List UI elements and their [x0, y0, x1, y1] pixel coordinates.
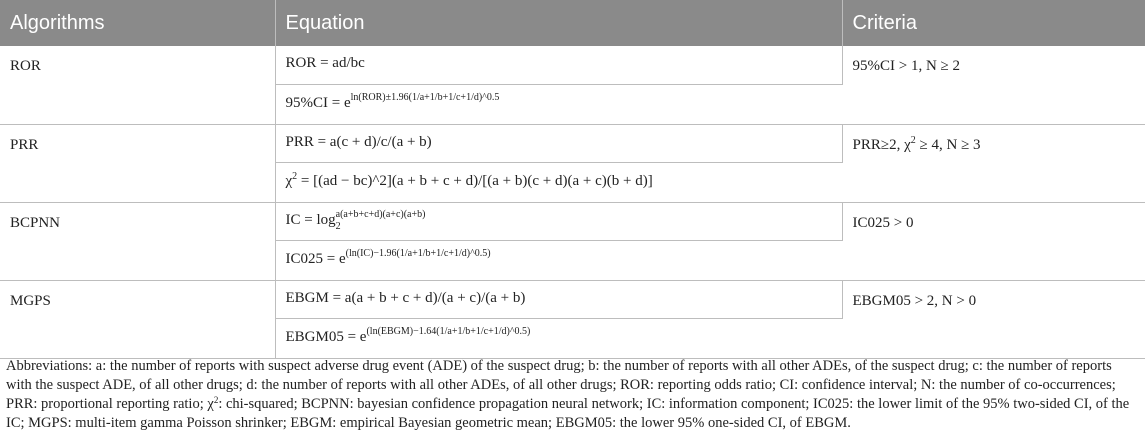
- equation-base: χ: [285, 172, 293, 189]
- equation-cell: [275, 318, 842, 358]
- criteria-pre: PRR≥2, χ: [852, 136, 911, 153]
- header-criteria: Criteria: [842, 0, 1145, 46]
- criteria-post: ≥ 4, N ≥ 3: [915, 136, 981, 153]
- algorithm-cell: PRR: [0, 124, 275, 202]
- algorithm-cell: BCPNN: [0, 202, 275, 280]
- algorithm-cell: ROR: [0, 46, 275, 124]
- header-algorithms: Algorithms: [0, 0, 275, 46]
- criteria-cell: IC025 > 0: [842, 202, 1145, 280]
- footnote-part-1: Abbreviations: a: the number of reports with suspect adverse drug event (ADE) of the suspect drug; b: the number of reports with all other ADEs, of the suspect drug; c: the number of reports with the suspect ADE, of all other drugs; d: the number of reports with all other ADEs, of all other drugs; ROR: reporting odds ratio; CI: confidence interval; N: the number of co-occurrences; PRR: proportional reporting ratio; χ: [6, 358, 1116, 412]
- table-row: [0, 46, 1145, 84]
- log-argument: a(a+b+c+d)(a+c)(a+b): [335, 208, 426, 220]
- equation-cell: EBGM = a(a + b + c + d)/(a + c)/(a + b): [275, 280, 842, 318]
- log-script: [335, 208, 426, 232]
- equation-pre: IC = log: [285, 211, 336, 228]
- table-footnote: [6, 357, 1136, 433]
- criteria-cell: 95%CI > 1, N ≥ 2: [842, 46, 1145, 124]
- equation-base: 95%CI = e: [285, 94, 351, 111]
- table-row: [0, 202, 1145, 240]
- equation-cell: [275, 202, 842, 240]
- equation-exponent: (ln(IC)−1.96(1/a+1/b+1/c+1/d)^0.5): [345, 247, 491, 259]
- equation-rest: = [(ad − bc)^2](a + b + c + d)/[(a + b)(c + d)(a + c)(b + d)]: [297, 172, 653, 189]
- table-header-row: [0, 0, 1145, 46]
- log-base: 2: [335, 220, 341, 232]
- equation-base: IC025 = e: [285, 250, 346, 267]
- header-equation: Equation: [275, 0, 842, 46]
- equation-base: EBGM05 = e: [285, 328, 367, 345]
- footnote-chi-sup: 2: [213, 395, 219, 405]
- equation-cell: PRR = a(c + d)/c/(a + b): [275, 124, 842, 162]
- equation-exponent: (ln(EBGM)−1.64(1/a+1/b+1/c+1/d)^0.5): [366, 325, 531, 337]
- equation-sup: 2: [292, 170, 298, 182]
- equation-exponent: ln(ROR)±1.96(1/a+1/b+1/c+1/d)^0.5: [350, 91, 500, 103]
- algorithm-cell: MGPS: [0, 280, 275, 358]
- criteria-cell: [842, 124, 1145, 202]
- criteria-sup: 2: [910, 134, 916, 146]
- table-row: [0, 280, 1145, 318]
- equation-cell: [275, 240, 842, 280]
- criteria-cell: EBGM05 > 2, N > 0: [842, 280, 1145, 358]
- footnote-part-2: : chi-squared; BCPNN: bayesian confidence propagation neural network; IC: information component; IC025: the lower limit of the 95% two-sided CI, of the IC; MGPS: multi-item gamma Poisson shrinker; EBGM: empirical Bayesian geometric mean; EBGM05: the lower 95% one-sided CI, of EBGM.: [6, 396, 1130, 431]
- equation-cell: ROR = ad/bc: [275, 46, 842, 84]
- equation-cell: [275, 162, 842, 202]
- table-row: [0, 124, 1145, 162]
- equation-cell: [275, 84, 842, 124]
